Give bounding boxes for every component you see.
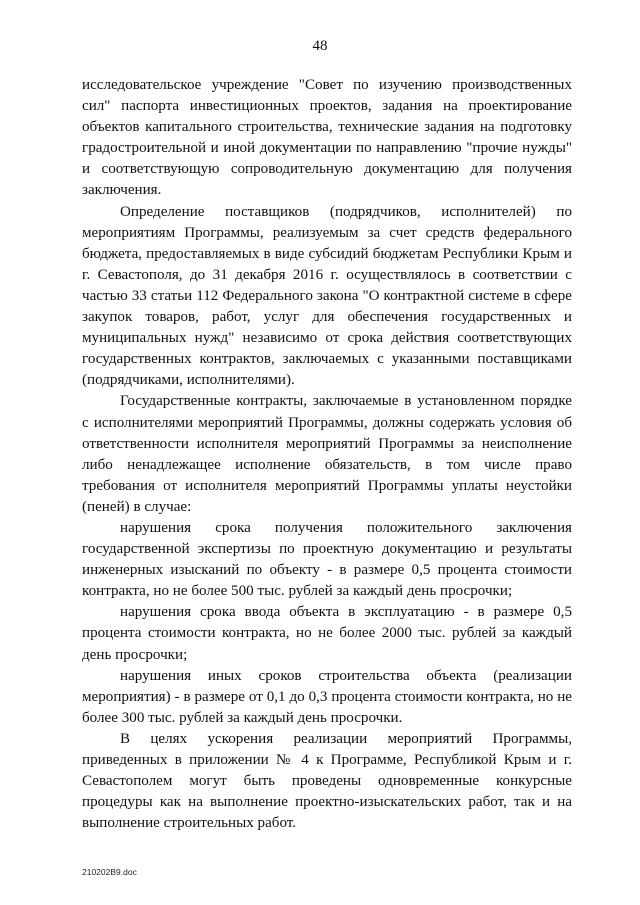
- footer-document-code: 210202B9.doc: [82, 867, 137, 877]
- paragraph-penalty-other-terms: нарушения иных сроков строительства объекта (реализации мероприятия) - в размере от 0,1 до 0,3 процента стоимости контракта, но не более 300 тыс. рублей за каждый день просрочки.: [82, 667, 572, 726]
- paragraph-acceleration: В целях ускорения реализации мероприятий Программы, приведенных в приложении № 4 к Программе, Республикой Крым и г. Севастополем могут быть проведены одновременные конкурсные процедуры как на выполнение проектно-изыскательских работ, так и на выполнение строительных работ.: [82, 730, 572, 832]
- document-body: [82, 75, 572, 834]
- page-number: 48: [312, 38, 328, 54]
- paragraph-continuation: исследовательское учреждение "Совет по изучению производственных сил" паспорта инвестиционных проектов, задания на проектирование объектов капитального строительства, технические задания на подготовку градостроительной и иной документации по направлению "прочие нужды" и соответствующую сопроводительную документацию для получения заключения.: [82, 77, 572, 199]
- paragraph-penalty-expertise: нарушения срока получения положительного заключения государственной экспертизы по проектную документацию и результаты инженерных изысканий по объекту - в размере 0,5 процента стоимости контракта, но не более 500 тыс. рублей за каждый день просрочки;: [82, 519, 572, 600]
- paragraph-state-contracts: Государственные контракты, заключаемые в установленном порядке с исполнителями мероприятий Программы, должны содержать условия об ответственности исполнителя мероприятий Программы за неисполнение либо ненадлежащее исполнение обязательств, в том числе право требования от исполнителя мероприятий Программы уплаты неустойки (пеней) в случае:: [82, 393, 572, 515]
- paragraph-penalty-commissioning: нарушения срока ввода объекта в эксплуатацию - в размере 0,5 процента стоимости контракта, но не более 2000 тыс. рублей за каждый день просрочки;: [82, 604, 572, 663]
- paragraph-suppliers-determination: Определение поставщиков (подрядчиков, исполнителей) по мероприятиям Программы, реализуемым за счет средств федерального бюджета, предоставляемых в виде субсидий бюджетам Республики Крым и г. Севастополя, до 31 декабря 2016 г. осуществлялось в соответствии с частью 33 статьи 112 Федерального закона "О контрактной системе в сфере закупок товаров, работ, услуг для обеспечения государственных и муниципальных нужд" независимо от срока действия соответствующих государственных контрактов, заключаемых с указанными поставщиками (подрядчиками, исполнителями).: [82, 203, 572, 389]
